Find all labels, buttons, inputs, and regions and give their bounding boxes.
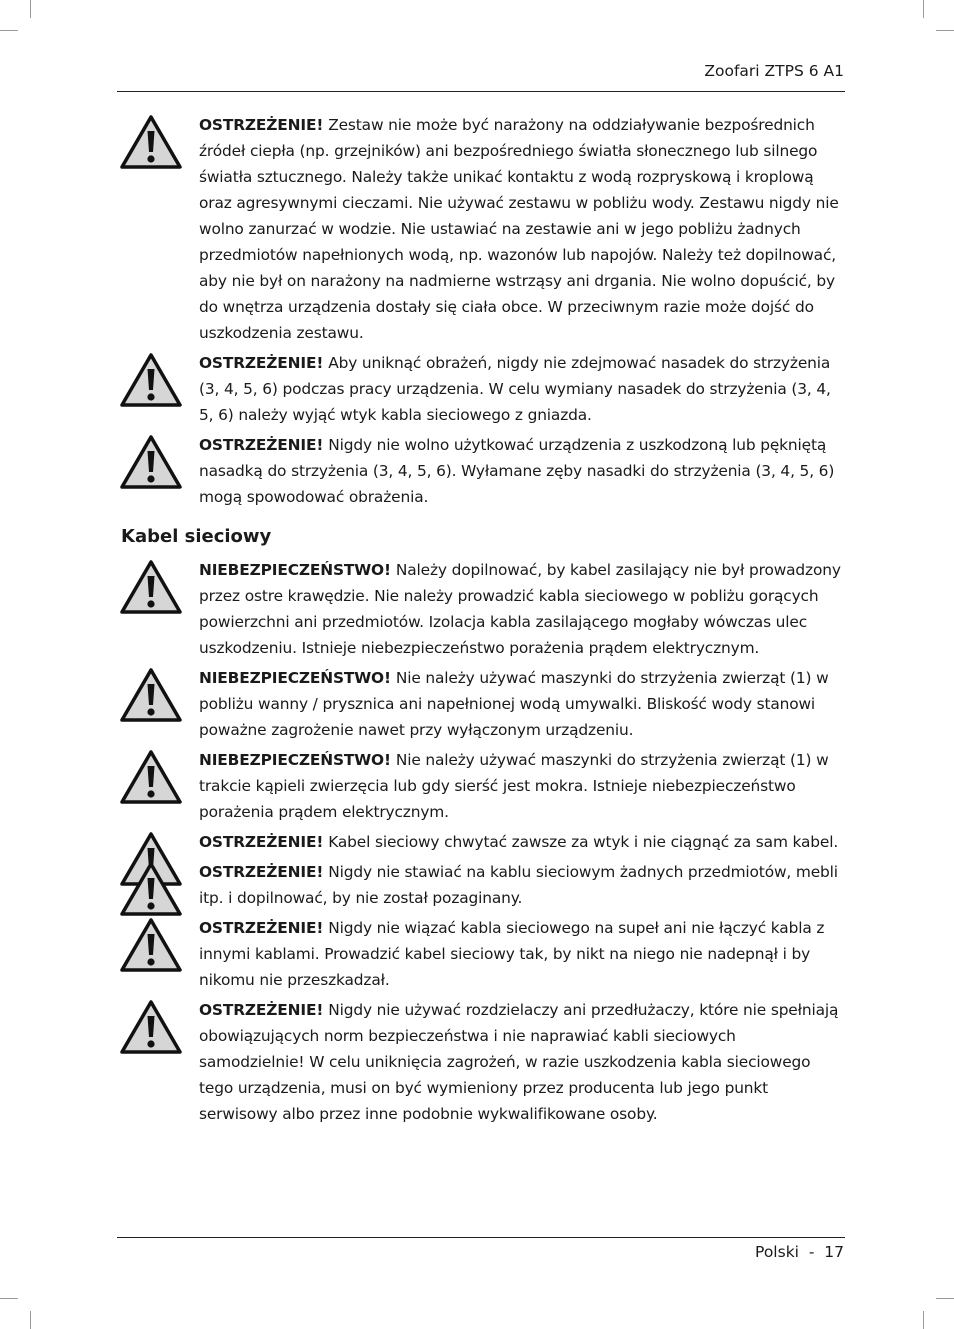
crop-mark (936, 30, 954, 31)
warning-text (199, 915, 845, 993)
warning-text (199, 557, 845, 661)
footer-rule (117, 1237, 845, 1238)
header-rule (117, 91, 845, 92)
warning-triangle-icon (119, 352, 183, 408)
crop-mark (30, 1311, 31, 1329)
warning-triangle-icon (119, 559, 183, 615)
warning-block (117, 112, 845, 346)
crop-mark (923, 0, 924, 18)
warning-text (199, 829, 845, 855)
warning-text (199, 432, 845, 510)
page-content (117, 112, 845, 1131)
warning-lead: OSTRZEŻENIE! (199, 354, 324, 372)
warning-block (117, 747, 845, 825)
warning-block (117, 915, 845, 993)
warning-lead: OSTRZEŻENIE! (199, 833, 324, 851)
warning-lead: OSTRZEŻENIE! (199, 116, 324, 134)
warning-lead: NIEBEZPIECZEŃSTWO! (199, 561, 391, 579)
warning-lead: OSTRZEŻENIE! (199, 436, 324, 454)
warning-triangle-icon (119, 667, 183, 723)
warning-text (199, 997, 845, 1127)
warning-body: Nie należy używać maszynki do strzyżenia zwierząt (1) w pobliżu wanny / prysznica ani napełnionej wodą umywalki. Bliskość wody stanowi poważne zagrożenie nawet przy wyłączonym urządzeniu. (199, 669, 829, 739)
warning-triangle-icon (119, 749, 183, 805)
warning-block (117, 432, 845, 510)
warning-block (117, 557, 845, 661)
warning-block (117, 859, 845, 911)
warning-lead: OSTRZEŻENIE! (199, 1001, 324, 1019)
warning-block (117, 665, 845, 743)
warning-body: Nigdy nie wolno użytkować urządzenia z uszkodzoną lub pękniętą nasadką do strzyżenia (3, 4, 5, 6). Wyłamane zęby nasadki do strzyżenia (3, 4, 5, 6) mogą spowodować obrażenia. (199, 436, 835, 506)
warning-body: Nigdy nie stawiać na kablu sieciowym żadnych przedmiotów, mebli itp. i dopilnować, by nie został pozaginany. (199, 863, 838, 907)
warning-block (117, 829, 845, 855)
warning-text (199, 859, 845, 911)
warning-body: Nie należy używać maszynki do strzyżenia zwierząt (1) w trakcie kąpieli zwierzęcia lub gdy sierść jest mokra. Istnieje niebezpieczeństwo porażenia prądem elektrycznym. (199, 751, 829, 821)
warning-lead: OSTRZEŻENIE! (199, 863, 324, 881)
crop-mark (936, 1298, 954, 1299)
warning-triangle-icon (119, 999, 183, 1055)
section-heading: Kabel sieciowy (121, 526, 272, 547)
warning-body: Zestaw nie może być narażony na oddziaływanie bezpośrednich źródeł ciepła (np. grzejników) ani bezpośredniego światła słonecznego lub silnego światła sztucznego. Należy także unikać kontaktu z wodą rozpryskową i kroplową oraz agresywnymi cieczami. Nie używać zestawu w pobliżu wody. Zestawu nigdy nie wolno zanurzać w wodzie. Nie ustawiać na zestawie ani w jego pobliżu żadnych przedmiotów napełnionych wodą, np. wazonów lub napojów. Należy też dopilnować, aby nie był on narażony na nadmierne wstrząsy ani drgania. Nie wolno dopuścić, by do wnętrza urządzenia dostały się ciała obce. W przeciwnym razie może dojść do uszkodzenia zestawu. (199, 116, 839, 342)
warning-triangle-icon (119, 917, 183, 973)
warning-body: Należy dopilnować, by kabel zasilający nie był prowadzony przez ostre krawędzie. Nie należy prowadzić kabla sieciowego w pobliżu gorących powierzchni ani przedmiotów. Izolacja kabla zasilającego mogłaby wówczas ulec uszkodzeniu. Istnieje niebezpieczeństwo porażenia prądem elektrycznym. (199, 561, 841, 657)
warning-triangle-icon (119, 861, 183, 917)
warning-lead: NIEBEZPIECZEŃSTWO! (199, 669, 391, 687)
warning-block (117, 997, 845, 1127)
warning-list-cable (117, 557, 845, 1127)
crop-mark (30, 0, 31, 18)
warning-body: Nigdy nie wiązać kabla sieciowego na supeł ani nie łączyć kabla z innymi kablami. Prowadzić kabel sieciowy tak, by nikt na niego nie nadepnął i by nikomu nie przeszkadzał. (199, 919, 825, 989)
warning-block (117, 350, 845, 428)
warning-text (199, 350, 845, 428)
crop-mark (0, 1298, 18, 1299)
warning-text (199, 665, 845, 743)
warning-text (199, 747, 845, 825)
page-footer-number: Polski - 17 (755, 1243, 844, 1261)
warning-list-top (117, 112, 845, 510)
warning-lead: NIEBEZPIECZEŃSTWO! (199, 751, 391, 769)
page-header-title: Zoofari ZTPS 6 A1 (704, 62, 844, 80)
warning-body: Kabel sieciowy chwytać zawsze za wtyk i nie ciągnąć za sam kabel. (328, 833, 839, 851)
warning-body: Aby uniknąć obrażeń, nigdy nie zdejmować nasadek do strzyżenia (3, 4, 5, 6) podczas pracy urządzenia. W celu wymiany nasadek do strzyżenia (3, 4, 5, 6) należy wyjąć wtyk kabla sieciowego z gniazda. (199, 354, 831, 424)
crop-mark (923, 1311, 924, 1329)
warning-text (199, 112, 845, 346)
warning-triangle-icon (119, 434, 183, 490)
warning-triangle-icon (119, 114, 183, 170)
warning-body: Nigdy nie używać rozdzielaczy ani przedłużaczy, które nie spełniają obowiązujących norm bezpieczeństwa i nie naprawiać kabli sieciowych samodzielnie! W celu uniknięcia zagrożeń, w razie uszkodzenia kabla sieciowego tego urządzenia, musi on być wymieniony przez producenta lub jego punkt serwisowy albo przez inne podobnie wykwalifikowane osoby. (199, 1001, 839, 1123)
warning-lead: OSTRZEŻENIE! (199, 919, 324, 937)
crop-mark (0, 30, 18, 31)
